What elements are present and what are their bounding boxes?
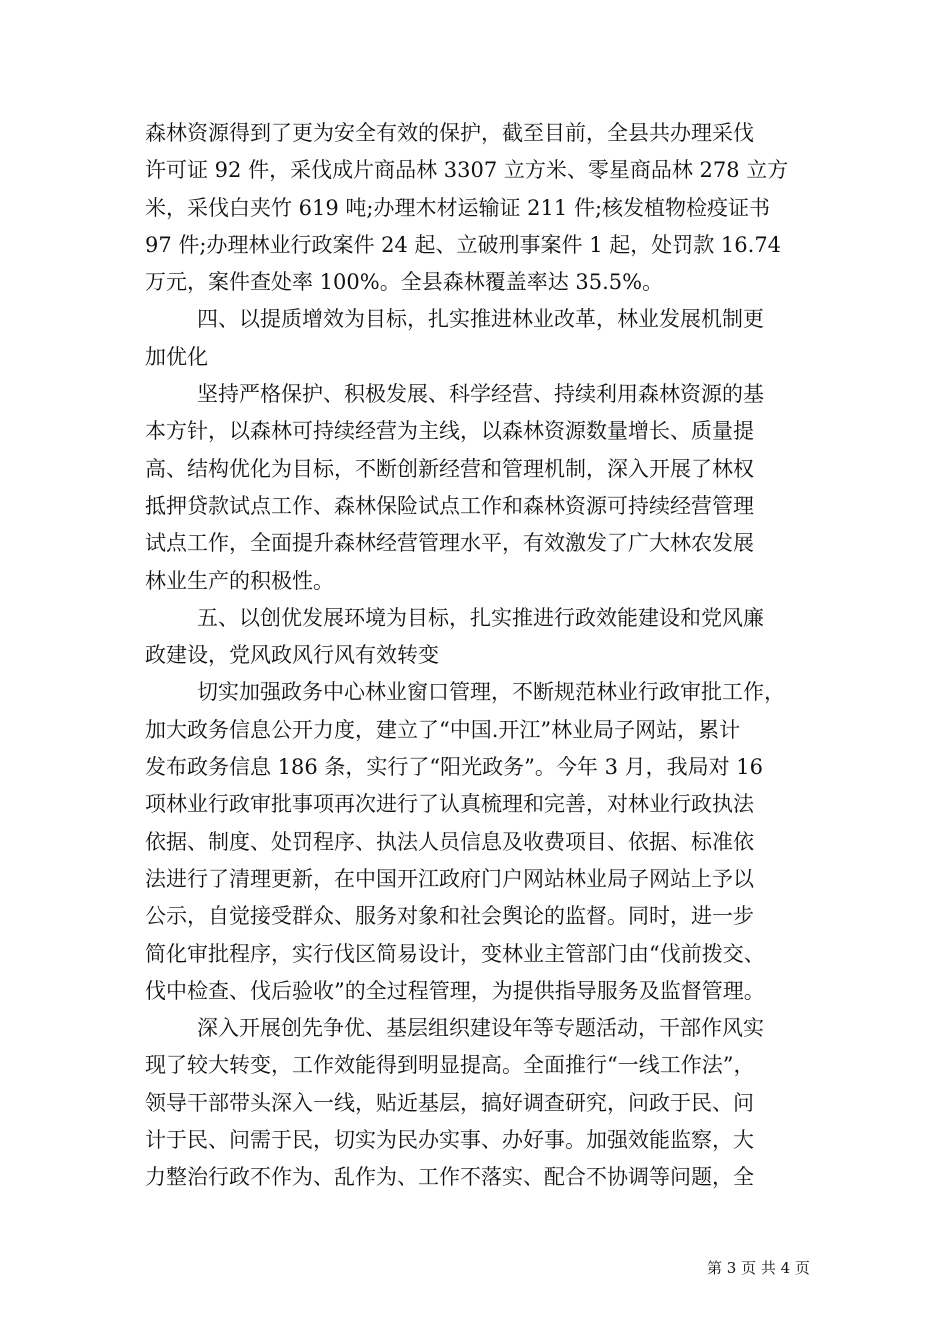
text-line: 计于民、问需于民，切实为民办实事、办好事。加强效能监察，大 [145,1128,754,1153]
text-line: 本方针，以森林可持续经营为主线，以森林资源数量增长、质量提 [145,419,754,444]
text-line: 坚持严格保护、积极发展、科学经营、持续利用森林资源的基 [197,382,764,407]
text-line: 项林业行政审批事项再次进行了认真梳理和完善，对林业行政执法 [145,792,754,817]
text-line: 切实加强政务中心林业窗口管理，不断规范林业行政审批工作， [197,680,785,705]
text-line: 抵押贷款试点工作、森林保险试点工作和森林资源可持续经营管理 [145,493,754,518]
text-line: 领导干部带头深入一线，贴近基层，搞好调查研究，问政于民、问 [145,1090,754,1115]
section-heading-line: 政建设，党风政风行风有效转变 [145,643,439,668]
section-heading-line: 加优化 [145,344,208,369]
text-line: 加大政务信息公开力度，建立了“中国.开江”林业局子网站，累计 [145,717,741,742]
text-line: 发布政务信息 186 条，实行了“阳光政务”。今年 3 月，我局对 16 [145,755,764,780]
text-line: 伐中检查、伐后验收”的全过程管理，为提供指导服务及监督管理。 [145,978,765,1003]
text-line: 简化审批程序，实行伐区简易设计，变林业主管部门由“伐前拨交、 [145,941,765,966]
text-line: 高、结构优化为目标，不断创新经营和管理机制，深入开展了林权 [145,456,754,481]
text-line: 深入开展创先争优、基层组织建设年等专题活动，干部作风实 [197,1016,764,1041]
text-line: 力整治行政不作为、乱作为、工作不落实、配合不协调等问题，全 [145,1165,754,1190]
section-heading-line: 五、以创优发展环境为目标，扎实推进行政效能建设和党风廉 [197,605,764,630]
text-line: 林业生产的积极性。 [145,568,334,593]
page-number: 第 3 页 共 4 页 [707,1259,810,1277]
text-line: 森林资源得到了更为安全有效的保护，截至目前，全县共办理采伐 [145,121,754,145]
text-line: 试点工作，全面提升森林经营管理水平，有效激发了广大林农发展 [145,531,754,556]
text-line: 米，采伐白夹竹 619 吨;办理木材运输证 211 件;核发植物检疫证书 [145,195,771,220]
text-line: 现了较大转变，工作效能得到明显提高。全面推行“一线工作法”， [145,1053,755,1078]
section-heading-line: 四、以提质增效为目标，扎实推进林业改革，林业发展机制更 [197,307,764,332]
body-text [145,115,810,1197]
text-line: 万元，案件查处率 100%。全县森林覆盖率达 35.5%。 [145,270,664,295]
text-line: 公示，自觉接受群众、服务对象和社会舆论的监督。同时，进一步 [145,904,754,929]
text-line: 97 件;办理林业行政案件 24 起、立破刑事案件 1 起，处罚款 16.74 [145,232,782,257]
text-line: 许可证 92 件，采伐成片商品林 3307 立方米、零星商品林 278 立方 [145,158,789,183]
text-line: 依据、制度、处罚程序、执法人员信息及收费项目、依据、标准依 [145,829,754,854]
text-line: 法进行了清理更新，在中国开江政府门户网站林业局子网站上予以 [145,866,754,891]
